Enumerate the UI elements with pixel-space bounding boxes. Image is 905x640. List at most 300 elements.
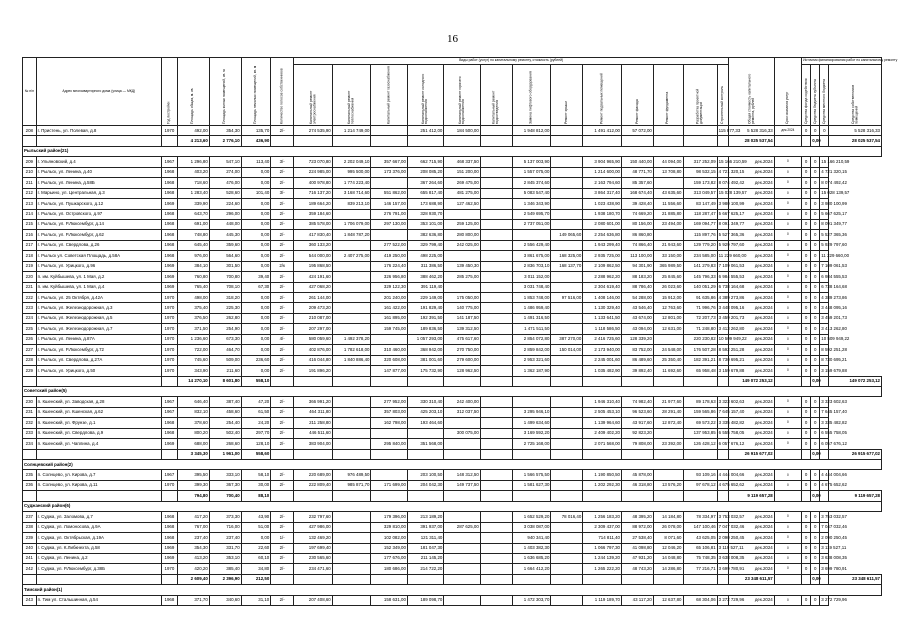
table-cell: 1970 [161,334,177,344]
table-row [23,199,882,209]
table-cell: 113 100,00 [622,251,654,261]
table-cell: 0 [811,428,820,438]
table-cell: 0,00 [241,324,271,334]
table-cell [551,178,583,188]
table-cell: 228 [23,355,37,365]
table-cell: 220 689,00 [294,470,333,480]
table-cell: 2 288 962,20 [583,272,622,282]
table-cell: 371,50 [177,324,209,334]
table-cell: 427 986,00 [294,522,333,532]
table-cell: г. Рыльск, ул. Урицкого, д.96 [36,261,161,271]
table-cell: дек.2024 [729,355,775,365]
table-cell [407,376,443,386]
table-cell: 2 725 168,00 [512,439,551,449]
table-cell: 15 028 139,57 [820,188,829,198]
table-cell: 0 [811,230,820,240]
table-cell: 88 786,40 [622,282,654,292]
table-cell: 43 546,40 [622,303,654,313]
table-cell: 41 098,80 [622,543,654,553]
table-cell [332,303,371,313]
table-cell: г. Рыльск, ул. Свердлова, д.27А [36,355,161,365]
table-cell: 2 609,40 [177,574,209,584]
table-cell: 558,60 [241,449,271,459]
table-cell: 181 047,30 [407,543,443,553]
table-row [23,293,882,303]
table-cell: 231 [23,407,37,417]
table-cell [294,376,333,386]
table-cell: 330 310,40 [407,397,443,407]
table-cell: 2 953 321,60 [512,355,551,365]
table-cell: г. Рыльск, ул. Р.Люксембург, д.62 [36,230,161,240]
table-cell [332,543,371,553]
table-cell [717,574,729,584]
table-cell: 141 279,83 [683,261,717,271]
table-cell [480,188,512,198]
table-cell: 1970 [161,564,177,574]
table-cell: 381 001,60 [407,355,443,365]
table-cell [371,428,407,438]
table-cell: 175 050,00 [444,293,480,303]
table-cell: 760,80 [177,272,209,282]
table-cell [294,491,333,501]
table-cell: 662 715,90 [407,157,443,167]
table-cell: г. Рыльск, ул. Железнодорожная, д.3 [36,303,161,313]
table-cell: 0 [811,293,820,303]
district-group-row [23,146,882,156]
table-cell: 1 946 310,40 [583,397,622,407]
table-cell: 15 166 210,59 [717,157,729,167]
table-cell [271,449,294,459]
table-cell: 2 245 001,60 [583,355,622,365]
table-cell: 1969 [161,261,177,271]
table-cell: 39,40 [241,272,271,282]
table-cell [294,136,333,146]
table-cell [371,334,407,344]
table-cell [774,491,801,501]
table-cell: 767,00 [177,522,209,532]
table-cell [622,449,654,459]
table-row [23,439,882,449]
table-cell: 3 459 201,73 [717,313,729,323]
table-cell: 399,30 [177,480,209,490]
header-funding-group: Источник финансирования работ по капитальному ремонту [802,58,882,65]
table-row [23,230,882,240]
table-cell: 1/- [271,533,294,543]
table-cell: 24,20 [241,418,271,428]
table-cell: 5 929 797,60 [820,240,829,250]
table-cell: 68 304,06 [683,595,717,605]
table-cell: 224 [23,313,37,323]
table-cell: 296,00 [209,209,241,219]
table-cell [480,240,512,250]
table-cell: 2/- [271,543,294,553]
table-cell: 1 133 641,50 [583,313,622,323]
table-cell [332,512,371,522]
table-cell: г. Суджа, ул. Ломоносова, д.9А [36,522,161,532]
table-cell: 0 [811,167,820,177]
table-cell: 148 312,50 [444,470,480,480]
table-cell: 2/- [271,209,294,219]
table-cell: 43 094,00 [622,324,654,334]
table-cell: 224 985,00 [294,167,333,177]
table-cell: 10 509 949,22 [820,334,829,344]
table-cell [271,376,294,386]
table-cell [653,376,683,386]
table-cell: 173 688,90 [407,199,443,209]
table-cell [480,564,512,574]
table-cell: 2/- [271,355,294,365]
table-cell: 6 984 555,53 [717,272,729,282]
table-cell [480,553,512,563]
table-cell: 28 025 537,54 [829,136,882,146]
table-cell: 367 264,60 [407,178,443,188]
table-cell: 1968 [161,240,177,250]
table-cell: 2/- [271,553,294,563]
table-cell: 558,10 [241,376,271,386]
table-cell: 0 [774,324,801,334]
table-cell: 22,60 [241,543,271,553]
table-cell: 388 462,20 [407,272,443,282]
table-cell: 5 528 316,33 [729,126,775,136]
table-cell: 0 [774,188,801,198]
table-cell: п. Кшенский, ул. Свердлова, д.9 [36,428,161,438]
table-cell: 436,90 [241,136,271,146]
table-cell: 234 471,60 [294,564,333,574]
table-cell: 7 047 032,46 [820,522,829,532]
table-cell: 2 854 072,80 [512,334,551,344]
table-cell: 427 068,20 [294,282,333,292]
table-cell [332,533,371,543]
table-cell: 354,30 [209,126,241,136]
table-cell: 2 109 862,50 [583,261,622,271]
table-cell: 1 190 850,50 [583,470,622,480]
table-cell: 340,60 [209,595,241,605]
table-row [23,345,882,355]
table-cell: 204 042,30 [407,480,443,490]
table-cell: дек.2024 [729,480,775,490]
table-cell: 1 636 685,20 [512,553,551,563]
table-cell: 2/- [271,512,294,522]
table-cell: 8 074 492,42 [717,178,729,188]
table-cell: 0 [774,543,801,553]
table-cell [551,324,583,334]
table-cell: 318,20 [209,293,241,303]
table-cell: 366 991,20 [294,397,333,407]
table-cell: 0 [802,251,811,261]
table-cell: п. Тим ул. Стальшинная, д.54 [36,595,161,605]
table-cell [717,449,729,459]
table-cell: 580 059,60 [294,334,333,344]
table-row [23,334,882,344]
table-cell: 0 [774,272,801,282]
table-cell: дек.2024 [729,209,775,219]
table-cell: 0 [774,439,801,449]
table-cell: 13 708,80 [653,167,683,177]
table-cell: 4 444 004,66 [717,470,729,480]
table-cell: г. Рыльск, ул. Урицкого, д.50 [36,366,161,376]
table-cell [480,376,512,386]
table-cell: 1 256 183,20 [583,512,622,522]
table-cell: 645,40 [177,240,209,250]
table-cell: 0 [774,209,801,219]
table-cell [551,449,583,459]
table-cell [332,136,371,146]
table-cell: 311 386,50 [407,261,443,271]
table-cell: 0 [811,188,820,198]
table-cell: 1 948 812,00 [512,126,551,136]
table-cell [683,376,717,386]
table-cell [551,376,583,386]
table-cell: 140 051,29 [683,282,717,292]
table-cell: 1968 [161,512,177,522]
table-cell: 43 117,20 [622,595,654,605]
table-cell: 673,30 [209,334,241,344]
table-cell: г. Рыльск, ул. Ленина, д.40 [36,167,161,177]
table-cell: 313 049,57 [683,188,717,198]
table-cell: 0 [774,261,801,271]
table-cell [332,261,371,271]
table-cell: 149 065,60 [551,230,583,240]
table-row [23,324,882,334]
table-cell: 75 748,35 [683,553,717,563]
table-cell: 0 [811,251,820,261]
table-cell: 12 637,80 [653,595,683,605]
table-cell: 152 349,00 [371,543,407,553]
table-cell: 43 917,60 [622,418,654,428]
table-cell: 217 [23,240,37,250]
table-cell: 371,70 [177,595,209,605]
table-cell [583,449,622,459]
table-cell: г. Суджа, ул. Ленина, д.2 [36,553,161,563]
table-cell [802,491,811,501]
table-cell: 0,00 [241,303,271,313]
table-cell [802,136,811,146]
table-cell: 72 207,73 [683,313,717,323]
table-cell: 6 057 676,12 [820,439,829,449]
table-cell: 297,70 [241,428,271,438]
table-cell: 3/- [271,188,294,198]
table-cell: 0 [802,126,811,136]
table-cell: 1968 [161,251,177,261]
table-cell: 300 075,00 [444,428,480,438]
table-cell [36,449,161,459]
table-cell [480,407,512,417]
table-cell: 3 753 032,57 [820,512,829,522]
table-cell [551,366,583,376]
table-cell: 11 229 660,00 [820,251,829,261]
table-cell: 0 [774,428,801,438]
table-cell [444,418,480,428]
table-cell [271,136,294,146]
table-cell: 159 565,86 [683,407,717,417]
table-cell: 1968 [161,595,177,605]
table-cell: 4 721 320,15 [717,167,729,177]
header-work: Капитальный ремонт холодного водоснабжения [407,65,443,126]
table-cell: п. Солнцево, ул. Кирова, д.7 [36,470,161,480]
table-cell [512,397,551,407]
table-cell: 0 [802,219,811,229]
table-cell: 212,50 [241,574,271,584]
table-cell: 1 706 079,00 [332,219,371,229]
table-cell [332,428,371,438]
table-cell: 88 183,20 [622,272,654,282]
table-cell: 9 119 657,28 [729,491,775,501]
table-cell: 3 011 152,00 [512,272,551,282]
table-cell: 3 169 592,20 [512,428,551,438]
table-cell: 700,40 [209,491,241,501]
table-cell: 1 139 964,60 [583,418,622,428]
table-cell: 716 137,20 [294,188,333,198]
table-row [23,219,882,229]
table-cell [332,272,371,282]
table-cell: 339,90 [177,199,209,209]
table-cell: 5 083 547,40 [512,188,551,198]
table-cell: 2 163 794,60 [583,178,622,188]
table-cell: 12 872,40 [653,418,683,428]
table-cell: 222 [23,293,37,303]
table-cell: дек.2024 [729,407,775,417]
table-cell: 3 335 482,82 [820,418,829,428]
table-cell: 425 203,10 [407,407,443,417]
table-cell: 502,40 [209,428,241,438]
table-cell: 2 836 703,10 [512,261,551,271]
table-cell: 86 489,60 [622,355,654,365]
table-cell: 2/- [271,178,294,188]
table-cell: 11 556,60 [653,199,683,209]
table-cell: 214 722,20 [407,564,443,574]
table-cell: 528,60 [209,188,241,198]
table-cell: 24 548,00 [653,345,683,355]
table-cell: дек.2024 [729,272,775,282]
table-cell: 0 [774,282,801,292]
table-cell [653,428,683,438]
table-cell [332,282,371,292]
table-cell: 54 288,00 [622,293,654,303]
table-cell: дек.2024 [729,595,775,605]
table-cell [161,574,177,584]
table-cell: 48 743,20 [622,564,654,574]
table-row [23,553,882,563]
table-cell: 236,60 [241,355,271,365]
table-cell: 173 376,00 [371,167,407,177]
table-cell [371,376,407,386]
table-cell: 1 214 600,00 [583,167,622,177]
table-cell [820,136,829,146]
table-cell: 2/- [271,282,294,292]
table-cell: 0 [802,209,811,219]
table-cell [480,449,512,459]
table-cell: 2 173 940,00 [583,345,622,355]
table-cell: 5 929 797,60 [717,240,729,250]
table-cell: 15 912,00 [653,293,683,303]
table-cell: 765,40 [177,282,209,292]
table-cell: 420,20 [177,564,209,574]
table-cell: 0 [802,553,811,563]
header-no: № п/п [23,58,37,126]
table-cell: 2 737 051,00 [512,219,551,229]
table-cell: 176 224,40 [371,261,407,271]
table-cell [371,470,407,480]
table-cell [332,209,371,219]
table-cell [480,261,512,271]
table-cell: 353 101,00 [407,219,443,229]
table-cell: 0 [774,157,801,167]
table-cell: 2/- [271,199,294,209]
table-cell [802,449,811,459]
table-cell: 234 [23,439,37,449]
table-cell: г. Рыльск ул. Советская Площадь, д.58А [36,251,161,261]
subtotal-row [23,574,882,584]
table-cell: дек.2024 [729,345,775,355]
table-cell: 207 297,00 [294,324,333,334]
table-cell: 1 652 529,20 [512,512,551,522]
table-cell [774,136,801,146]
table-cell: 0 [774,366,801,376]
table-row [23,272,882,282]
table-cell: дек.2024 [729,230,775,240]
table-cell [480,209,512,219]
table-cell: 1 472 303,70 [512,595,551,605]
table-cell: 243 [23,595,37,605]
table-cell: 3 038 087,00 [512,522,551,532]
table-cell: 80 156,00 [622,219,654,229]
table-cell: 3 699 780,91 [820,564,829,574]
table-cell: 0 [811,157,820,167]
table-cell: 1969 [161,272,177,282]
header-deadline: Срок оказания услуг [774,58,801,126]
table-cell: 1968 [161,188,177,198]
table-cell [480,136,512,146]
table-row [23,397,882,407]
table-cell: 2 090 250,45 [717,533,729,543]
table-cell: 0 [774,240,801,250]
table-cell: 0,00 [241,345,271,355]
table-cell: 7 645 157,40 [717,407,729,417]
header-work: Капитальный ремонт теплоснабжения [332,65,371,126]
table-cell: 498 225,00 [407,251,443,261]
table-cell: 262,80 [209,313,241,323]
header-work: Ремонт подвальных помещений [583,65,622,126]
table-cell: 3/- [271,157,294,167]
table-cell [774,449,801,459]
table-cell: 219 [23,261,37,271]
table-cell: 0 [802,334,811,344]
table-cell [371,126,407,136]
table-cell [717,376,729,386]
table-cell: 326 956,80 [371,272,407,282]
table-cell: 208 [23,126,37,136]
table-cell: 378,60 [177,418,209,428]
table-cell [774,574,801,584]
table-cell: 0,00 [811,449,820,459]
table-cell: 1969 [161,199,177,209]
table-cell: 1 943 299,40 [583,240,622,250]
table-cell: 2 407 275,00 [332,251,371,261]
table-cell: 28 025 537,54 [729,136,775,146]
table-cell [480,157,512,167]
table-cell [551,428,583,438]
table-cell: г. Марьино, ул. Центральная, д.3 [36,188,161,198]
table-cell: 168 674,40 [622,188,654,198]
capital-repair-table [22,57,898,606]
table-cell: 0,00 [241,240,271,250]
table-cell [480,178,512,188]
table-cell: 1970 [161,293,177,303]
table-cell: 0 [811,439,820,449]
table-cell: 0 [802,543,811,553]
table-cell [407,428,443,438]
table-cell: 83 752,00 [622,345,654,355]
